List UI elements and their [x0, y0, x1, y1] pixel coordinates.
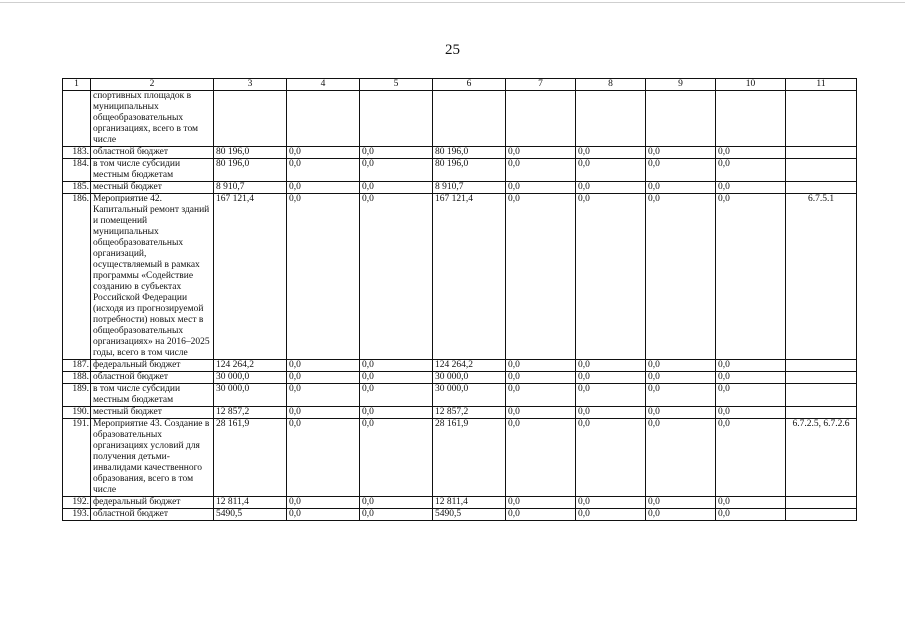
reference-cell: [786, 384, 857, 407]
value-cell: 0,0: [287, 147, 360, 159]
value-cell: 0,0: [716, 509, 786, 521]
header-cell: 10: [716, 79, 786, 91]
value-cell: 0,0: [287, 360, 360, 372]
item-name-cell: областной бюджет: [91, 147, 214, 159]
value-cell: 0,0: [287, 384, 360, 407]
value-cell: 5490,5: [433, 509, 506, 521]
item-name-cell: федеральный бюджет: [91, 360, 214, 372]
value-cell: 0,0: [716, 360, 786, 372]
row-number-cell: 193.: [63, 509, 91, 521]
value-cell: 0,0: [646, 509, 716, 521]
value-cell: 0,0: [576, 182, 646, 194]
value-cell: 12 811,4: [214, 497, 287, 509]
table-row: [63, 384, 857, 407]
value-cell: 0,0: [576, 159, 646, 182]
row-number-cell: 186.: [63, 194, 91, 360]
header-cell: 9: [646, 79, 716, 91]
budget-table: [62, 78, 857, 521]
table-row: [63, 182, 857, 194]
row-number-cell: 190.: [63, 407, 91, 419]
reference-cell: [786, 372, 857, 384]
value-cell: 0,0: [287, 372, 360, 384]
value-cell: 0,0: [576, 360, 646, 372]
value-cell: 8 910,7: [214, 182, 287, 194]
row-number-cell: 192.: [63, 497, 91, 509]
value-cell: 0,0: [716, 372, 786, 384]
value-cell: 0,0: [360, 407, 433, 419]
table-row: [63, 194, 857, 360]
value-cell: [646, 91, 716, 147]
value-cell: 80 196,0: [214, 147, 287, 159]
table-row: [63, 91, 857, 147]
value-cell: 0,0: [287, 194, 360, 360]
value-cell: 0,0: [716, 384, 786, 407]
value-cell: 0,0: [360, 159, 433, 182]
value-cell: 0,0: [287, 159, 360, 182]
table-row: [63, 360, 857, 372]
value-cell: 0,0: [576, 372, 646, 384]
value-cell: 12 857,2: [433, 407, 506, 419]
value-cell: 124 264,2: [433, 360, 506, 372]
value-cell: 0,0: [646, 419, 716, 497]
value-cell: 0,0: [646, 159, 716, 182]
reference-cell: [786, 91, 857, 147]
reference-cell: [786, 407, 857, 419]
row-number-cell: 183.: [63, 147, 91, 159]
header-cell: 4: [287, 79, 360, 91]
page-number: 25: [445, 42, 460, 58]
value-cell: 0,0: [360, 509, 433, 521]
reference-cell: 6.7.5.1: [786, 194, 857, 360]
value-cell: 0,0: [716, 194, 786, 360]
value-cell: 0,0: [360, 147, 433, 159]
value-cell: 0,0: [360, 384, 433, 407]
table-row: [63, 372, 857, 384]
reference-cell: [786, 182, 857, 194]
header-cell: 11: [786, 79, 857, 91]
row-number-cell: 187.: [63, 360, 91, 372]
value-cell: 0,0: [646, 497, 716, 509]
value-cell: [433, 91, 506, 147]
value-cell: 167 121,4: [433, 194, 506, 360]
value-cell: 80 196,0: [433, 147, 506, 159]
value-cell: 0,0: [506, 147, 576, 159]
value-cell: 30 000,0: [214, 372, 287, 384]
value-cell: [360, 91, 433, 147]
value-cell: 0,0: [360, 372, 433, 384]
item-name-cell: федеральный бюджет: [91, 497, 214, 509]
value-cell: 0,0: [716, 407, 786, 419]
value-cell: 0,0: [646, 147, 716, 159]
value-cell: 0,0: [506, 509, 576, 521]
value-cell: 0,0: [360, 360, 433, 372]
value-cell: 0,0: [506, 194, 576, 360]
value-cell: 0,0: [506, 419, 576, 497]
reference-cell: [786, 509, 857, 521]
value-cell: [506, 91, 576, 147]
value-cell: 5490,5: [214, 509, 287, 521]
value-cell: 0,0: [646, 407, 716, 419]
header-cell: 8: [576, 79, 646, 91]
value-cell: 0,0: [576, 194, 646, 360]
value-cell: 0,0: [287, 182, 360, 194]
value-cell: 0,0: [287, 497, 360, 509]
scan-edge-line: [0, 2, 905, 3]
header-cell: 5: [360, 79, 433, 91]
header-cell: 1: [63, 79, 91, 91]
table-row: [63, 509, 857, 521]
value-cell: 0,0: [646, 194, 716, 360]
item-name-cell: в том числе субсидии местным бюджетам: [91, 384, 214, 407]
table-row: [63, 147, 857, 159]
table-row: [63, 497, 857, 509]
value-cell: 30 000,0: [433, 384, 506, 407]
value-cell: 0,0: [360, 497, 433, 509]
row-number-cell: [63, 91, 91, 147]
value-cell: [214, 91, 287, 147]
value-cell: 0,0: [506, 497, 576, 509]
value-cell: [287, 91, 360, 147]
header-cell: 6: [433, 79, 506, 91]
reference-cell: 6.7.2.5, 6.7.2.6: [786, 419, 857, 497]
value-cell: 0,0: [716, 147, 786, 159]
value-cell: 0,0: [287, 419, 360, 497]
value-cell: 0,0: [716, 182, 786, 194]
value-cell: 124 264,2: [214, 360, 287, 372]
header-cell: 7: [506, 79, 576, 91]
value-cell: 0,0: [716, 159, 786, 182]
value-cell: 0,0: [576, 419, 646, 497]
value-cell: 0,0: [576, 384, 646, 407]
item-name-cell: Мероприятие 43. Создание в образовательных организациях условий для получения детьми-инвалидами качественного образования, всего в том числе: [91, 419, 214, 497]
item-name-cell: областной бюджет: [91, 372, 214, 384]
value-cell: 80 196,0: [214, 159, 287, 182]
value-cell: 28 161,9: [433, 419, 506, 497]
value-cell: 0,0: [576, 497, 646, 509]
value-cell: 0,0: [646, 384, 716, 407]
value-cell: 80 196,0: [433, 159, 506, 182]
value-cell: 28 161,9: [214, 419, 287, 497]
value-cell: 0,0: [576, 407, 646, 419]
value-cell: 0,0: [716, 419, 786, 497]
row-number-cell: 189.: [63, 384, 91, 407]
value-cell: 0,0: [287, 509, 360, 521]
table-row: [63, 159, 857, 182]
value-cell: 0,0: [506, 407, 576, 419]
value-cell: 0,0: [506, 384, 576, 407]
header-cell: 2: [91, 79, 214, 91]
row-number-cell: 191.: [63, 419, 91, 497]
value-cell: 12 857,2: [214, 407, 287, 419]
reference-cell: [786, 360, 857, 372]
item-name-cell: местный бюджет: [91, 182, 214, 194]
reference-cell: [786, 147, 857, 159]
value-cell: 0,0: [646, 182, 716, 194]
value-cell: 0,0: [360, 419, 433, 497]
value-cell: 30 000,0: [214, 384, 287, 407]
value-cell: 0,0: [646, 360, 716, 372]
item-name-cell: местный бюджет: [91, 407, 214, 419]
value-cell: [576, 91, 646, 147]
table-row: [63, 419, 857, 497]
item-name-cell: Мероприятие 42. Капитальный ремонт зданий и помещений муниципальных общеобразовательных организаций, осуществляемый в рамках программы «Содействие созданию в субъектах Российской Федерации (исходя из прогнозируемой потребности) новых мест в общеобразовательных организациях» на 2016–2025 годы, всего в том числе: [91, 194, 214, 360]
value-cell: [716, 91, 786, 147]
row-number-cell: 184.: [63, 159, 91, 182]
row-number-cell: 188.: [63, 372, 91, 384]
value-cell: 8 910,7: [433, 182, 506, 194]
item-name-cell: в том числе субсидии местным бюджетам: [91, 159, 214, 182]
value-cell: 0,0: [360, 194, 433, 360]
value-cell: 0,0: [506, 372, 576, 384]
value-cell: 0,0: [576, 147, 646, 159]
table-row: [63, 407, 857, 419]
value-cell: 0,0: [506, 360, 576, 372]
value-cell: 0,0: [360, 182, 433, 194]
value-cell: 0,0: [576, 509, 646, 521]
value-cell: 0,0: [506, 159, 576, 182]
item-name-cell: спортивных площадок в муниципальных общеобразовательных организациях, всего в том числе: [91, 91, 214, 147]
value-cell: 167 121,4: [214, 194, 287, 360]
reference-cell: [786, 497, 857, 509]
value-cell: 12 811,4: [433, 497, 506, 509]
value-cell: 0,0: [716, 497, 786, 509]
value-cell: 30 000,0: [433, 372, 506, 384]
row-number-cell: 185.: [63, 182, 91, 194]
value-cell: 0,0: [646, 372, 716, 384]
value-cell: 0,0: [506, 182, 576, 194]
header-cell: 3: [214, 79, 287, 91]
reference-cell: [786, 159, 857, 182]
header-row: [63, 79, 857, 91]
item-name-cell: областной бюджет: [91, 509, 214, 521]
value-cell: 0,0: [287, 407, 360, 419]
